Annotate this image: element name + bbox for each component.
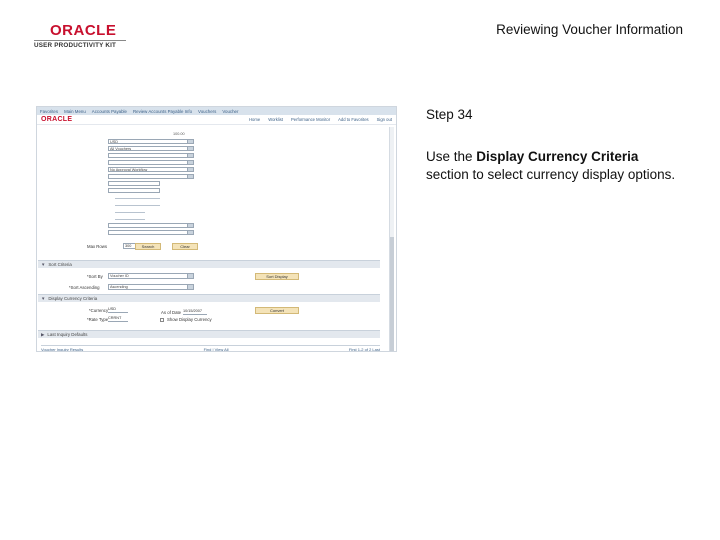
breadcrumb-accounts-payable[interactable]: Accounts Payable: [91, 108, 127, 114]
field-row-voucher-source: [37, 173, 237, 180]
clear-button[interactable]: Clear: [172, 243, 198, 250]
sort-criteria-header[interactable]: [38, 260, 380, 268]
post-status-select[interactable]: [108, 153, 194, 159]
results-tab-row[interactable]: [41, 351, 380, 352]
field-row-entry-status: [37, 229, 237, 236]
collapse-triangle-icon: ▼: [41, 296, 46, 301]
section-title: Display Currency Criteria: [48, 296, 98, 301]
last-inquiry-defaults-header[interactable]: [38, 330, 380, 338]
currency-select[interactable]: USD: [108, 139, 194, 145]
link-add-favorites[interactable]: Add to Favorites: [338, 117, 369, 122]
instruction-prefix: Use the: [426, 149, 477, 164]
breadcrumb-review-info[interactable]: Review Accounts Payable Info: [132, 108, 193, 114]
max-rows-input[interactable]: 300: [123, 243, 137, 249]
step-label: Step 34: [426, 107, 473, 122]
receipt-number-input[interactable]: [115, 219, 145, 220]
account-input[interactable]: [115, 198, 160, 199]
sort-by-label: *Sort By: [87, 274, 103, 279]
results-range: First 1-2 of 2 Last: [348, 347, 380, 352]
breadcrumb-vouchers[interactable]: Vouchers: [198, 108, 217, 114]
as-of-date-input[interactable]: 10/15/2007: [183, 309, 207, 315]
link-performance-monitor[interactable]: Performance Monitor: [291, 117, 331, 122]
match-status-select[interactable]: [108, 223, 194, 229]
search-criteria-form: [37, 131, 237, 236]
link-worklist[interactable]: Worklist: [268, 117, 284, 122]
oracle-upk-logo: [34, 24, 126, 48]
expand-triangle-icon: ▶: [41, 332, 45, 337]
display-currency-input[interactable]: USD: [108, 307, 128, 313]
field-row-fund: [37, 208, 237, 215]
app-header: [37, 115, 396, 125]
instruction-emphasis: Display Currency Criteria: [476, 149, 639, 164]
rate-type-label: *Rate Type: [87, 317, 109, 322]
field-row-receipt-number: [37, 215, 237, 222]
instruction-text: [426, 148, 676, 184]
field-row-amount: [37, 131, 237, 138]
breadcrumb-favorites[interactable]: Favorites: [40, 108, 59, 114]
field-row-user-id: [37, 180, 237, 187]
sort-order-label: *Sort Ascending: [69, 285, 100, 290]
voucher-approval-select[interactable]: No Approval Workflow: [108, 167, 194, 173]
display-currency-criteria-header[interactable]: [38, 294, 380, 302]
collapse-triangle-icon: ▼: [41, 262, 46, 267]
app-brand-logo: ORACLE: [41, 116, 73, 123]
sort-order-select[interactable]: Ascending: [108, 284, 194, 290]
application-screenshot: [36, 106, 397, 352]
breadcrumb-voucher[interactable]: Voucher: [222, 108, 239, 114]
amount-value: 100.00: [173, 132, 185, 136]
department-input[interactable]: [115, 205, 160, 206]
sort-by-select[interactable]: Voucher ID: [108, 273, 194, 279]
entry-status-select[interactable]: [108, 230, 194, 236]
show-display-currency-checkbox[interactable]: [160, 318, 164, 322]
scrollbar-thumb[interactable]: [390, 237, 394, 352]
search-button[interactable]: Search: [135, 243, 161, 250]
show-display-currency-label: Show Display Currency: [167, 317, 212, 322]
results-title: Voucher Inquiry Results: [41, 347, 84, 352]
logo-subtitle: USER PRODUCTIVITY KIT: [34, 42, 117, 49]
link-home[interactable]: Home: [249, 117, 261, 122]
field-row-voucher-approval: [37, 166, 237, 173]
as-of-date-label: As of Date: [161, 310, 182, 315]
section-title: Last Inquiry Defaults: [47, 332, 88, 337]
section-title: Sort Criteria: [48, 262, 72, 267]
rate-type-input[interactable]: CRRNT: [108, 316, 128, 322]
field-row-account: [37, 194, 237, 201]
field-row-chartfield: [37, 187, 237, 194]
page-title: Reviewing Voucher Information: [496, 22, 683, 37]
display-currency-label: *Currency: [89, 308, 109, 313]
approval-status-select[interactable]: [108, 160, 194, 166]
user-id-input[interactable]: [108, 181, 160, 187]
logo-brand: ORACLE: [50, 22, 117, 39]
field-row-currency: [37, 138, 237, 145]
results-find-view-all[interactable]: Find | View All: [203, 347, 229, 352]
breadcrumb-main-menu[interactable]: Main Menu: [64, 108, 86, 114]
field-row-department: [37, 201, 237, 208]
field-row-post-status: [37, 152, 237, 159]
max-rows-label: Max Rows: [87, 244, 108, 249]
voucher-style-select[interactable]: All Vouchers: [108, 146, 194, 152]
chartfield-input[interactable]: [108, 188, 160, 194]
sort-display-button[interactable]: Sort Display: [255, 273, 299, 280]
logo-divider: [34, 40, 126, 41]
fund-input[interactable]: [115, 212, 145, 213]
voucher-source-select[interactable]: [108, 174, 194, 180]
field-row-match-status: [37, 222, 237, 229]
breadcrumb: [37, 107, 396, 115]
link-sign-out[interactable]: Sign out: [376, 117, 392, 122]
field-row-approval-status: [37, 159, 237, 166]
app-top-links: [249, 117, 392, 122]
instruction-suffix: section to select currency display options.: [426, 167, 676, 182]
vertical-scrollbar[interactable]: [389, 127, 394, 352]
convert-button[interactable]: Convert: [255, 307, 299, 314]
field-row-voucher-style: [37, 145, 237, 152]
